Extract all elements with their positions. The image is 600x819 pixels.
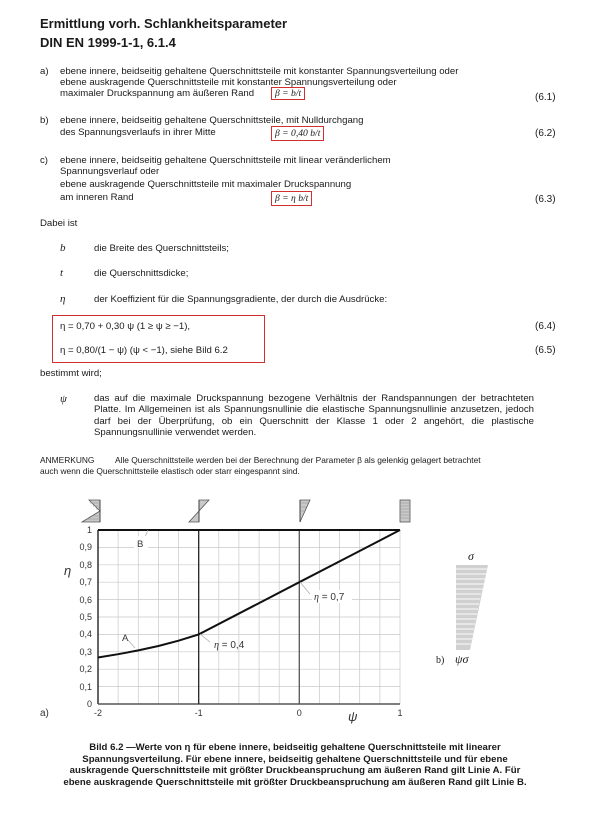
- label-a: A: [122, 633, 129, 644]
- eq-number-6-5: (6.5): [535, 345, 556, 356]
- case-c-line3: ebene auskragende Querschnittsteile mit maximaler Druckspannung: [60, 179, 352, 190]
- note-text-line2: auch wenn die Querschnittsteile elastisch oder starr eingespannt sind.: [40, 466, 300, 476]
- page-title: Ermittlung vorh. Schlankheitsparameter: [40, 16, 288, 31]
- case-b-line1: ebene innere, beidseitig gehaltene Querschnittsteile, mit Nulldurchgang: [60, 115, 364, 126]
- svg-text:0,9: 0,9: [79, 542, 92, 552]
- eq-number-6-1: (6.1): [535, 92, 556, 103]
- note-text-line1: Alle Querschnittsteile werden bei der Berechnung der Parameter β als gelenkig gelagert betrachtet: [115, 455, 481, 465]
- svg-text:1: 1: [86, 525, 92, 535]
- svg-text:0,4: 0,4: [79, 629, 92, 639]
- x-axis-label: ψ: [348, 709, 358, 724]
- case-b-label: b): [40, 115, 49, 126]
- case-a-line1: ebene innere, beidseitig gehaltene Querschnittsteile mit konstanter Spannungsverteilung oder: [60, 66, 459, 77]
- case-c-line2: Spannungsverlauf oder: [60, 166, 160, 177]
- case-a-line2: ebene auskragende Querschnittsteile mit konstanter Spannungsverteilung oder: [60, 77, 397, 88]
- equation-6-4: η = 0,70 + 0,30 ψ (1 ≥ ψ ≥ −1),: [60, 321, 191, 332]
- svg-text:0,5: 0,5: [79, 612, 92, 622]
- equation-6-5: η = 0,80/(1 − ψ) (ψ < −1), siehe Bild 6.2: [60, 345, 228, 356]
- svg-text:0,8: 0,8: [79, 560, 92, 570]
- part-b-label: b): [436, 655, 445, 666]
- standard-reference: DIN EN 1999-1-1, 6.1.4: [40, 35, 176, 50]
- definitions-intro: Dabei ist: [40, 218, 78, 229]
- note-label: ANMERKUNG: [40, 455, 95, 465]
- svg-text:0,2: 0,2: [79, 664, 92, 674]
- case-c-line1: ebene innere, beidseitig gehaltene Querschnittsteile mit linear veränderlichem: [60, 155, 391, 166]
- symbol-t: t: [60, 267, 64, 279]
- svg-text:0,1: 0,1: [79, 682, 92, 692]
- definition-b: die Breite des Querschnittsteils;: [94, 243, 229, 254]
- sigma-top-label: σ: [468, 549, 474, 563]
- svg-text:-2: -2: [93, 708, 103, 718]
- svg-text:0: 0: [296, 708, 302, 718]
- case-b-line2: des Spannungsverlaufs in ihrer Mitte: [60, 127, 216, 138]
- symbol-psi: ψ: [60, 393, 67, 405]
- chart-grid: [98, 530, 400, 704]
- stress-diagram-icons: [82, 500, 410, 522]
- part-a-label: a): [40, 708, 49, 719]
- y-tick-labels: [79, 525, 92, 709]
- label-eta-04: η = 0,4: [214, 640, 245, 651]
- sigma-bottom-label: ψσ: [455, 652, 469, 666]
- formula-6-3-highlight: β = η b/t: [271, 191, 312, 206]
- case-c-label: c): [40, 155, 48, 166]
- eq-number-6-2: (6.2): [535, 128, 556, 139]
- figure-caption: Bild 6.2 —Werte von η für ebene innere, beidseitig gehaltene Querschnittsteile mit linearer Spannungsverteilung. Für ebene innere, beidseitig gehaltene Querschnittsteile und für ebene auskragende Querschnittsteile mit größter Druckbeanspruchung am äußeren Rand gilt Linie A. Für ebene auskragende Querschnittsteile mit größter Druckbeanspruchung am äußeren Rand gilt Linie B.: [63, 742, 527, 788]
- eta-psi-chart: [0, 490, 600, 730]
- y-axis-label: η: [64, 563, 72, 578]
- svg-text:0,7: 0,7: [79, 577, 92, 587]
- definition-t: die Querschnittsdicke;: [94, 268, 189, 279]
- eq-number-6-4: (6.4): [535, 321, 556, 332]
- svg-text:0,3: 0,3: [79, 647, 92, 657]
- svg-text:0: 0: [86, 699, 92, 709]
- stress-hatching: [87, 503, 409, 519]
- svg-text:0,6: 0,6: [79, 595, 92, 605]
- label-b: B: [137, 539, 144, 550]
- formula-6-1-highlight: β = b/t: [271, 87, 305, 100]
- symbol-b: b: [60, 242, 66, 254]
- definition-eta: der Koeffizient für die Spannungsgradiente, der durch die Ausdrücke:: [94, 294, 388, 305]
- case-c-line4: am inneren Rand: [60, 192, 134, 203]
- svg-text:1: 1: [397, 708, 403, 718]
- eq-number-6-3: (6.3): [535, 194, 556, 205]
- definition-psi: das auf die maximale Druckspannung bezogene Verhältnis der Randspannungen der betrachteten Platte. Im Allgemeinen ist als Spannungsnullinie die elastische Spannungsnullinie anzusetzen, jedoch darf bei der Überprüfung, ob ein Querschnitt der Klasse 1 oder 2 angehört, die plastische Spannungsnullinie verwendet werden.: [94, 393, 534, 439]
- case-a-label: a): [40, 66, 49, 77]
- symbol-eta: η: [60, 293, 66, 305]
- stress-block-b: [456, 565, 488, 650]
- formula-6-2-highlight: β = 0,40 b/t: [271, 126, 324, 141]
- definitions-outro: bestimmt wird;: [40, 368, 102, 379]
- svg-text:-1: -1: [194, 708, 203, 718]
- case-a-line3: maximaler Druckspannung am äußeren Rand: [60, 88, 255, 99]
- label-eta-07: η = 0,7: [314, 592, 345, 603]
